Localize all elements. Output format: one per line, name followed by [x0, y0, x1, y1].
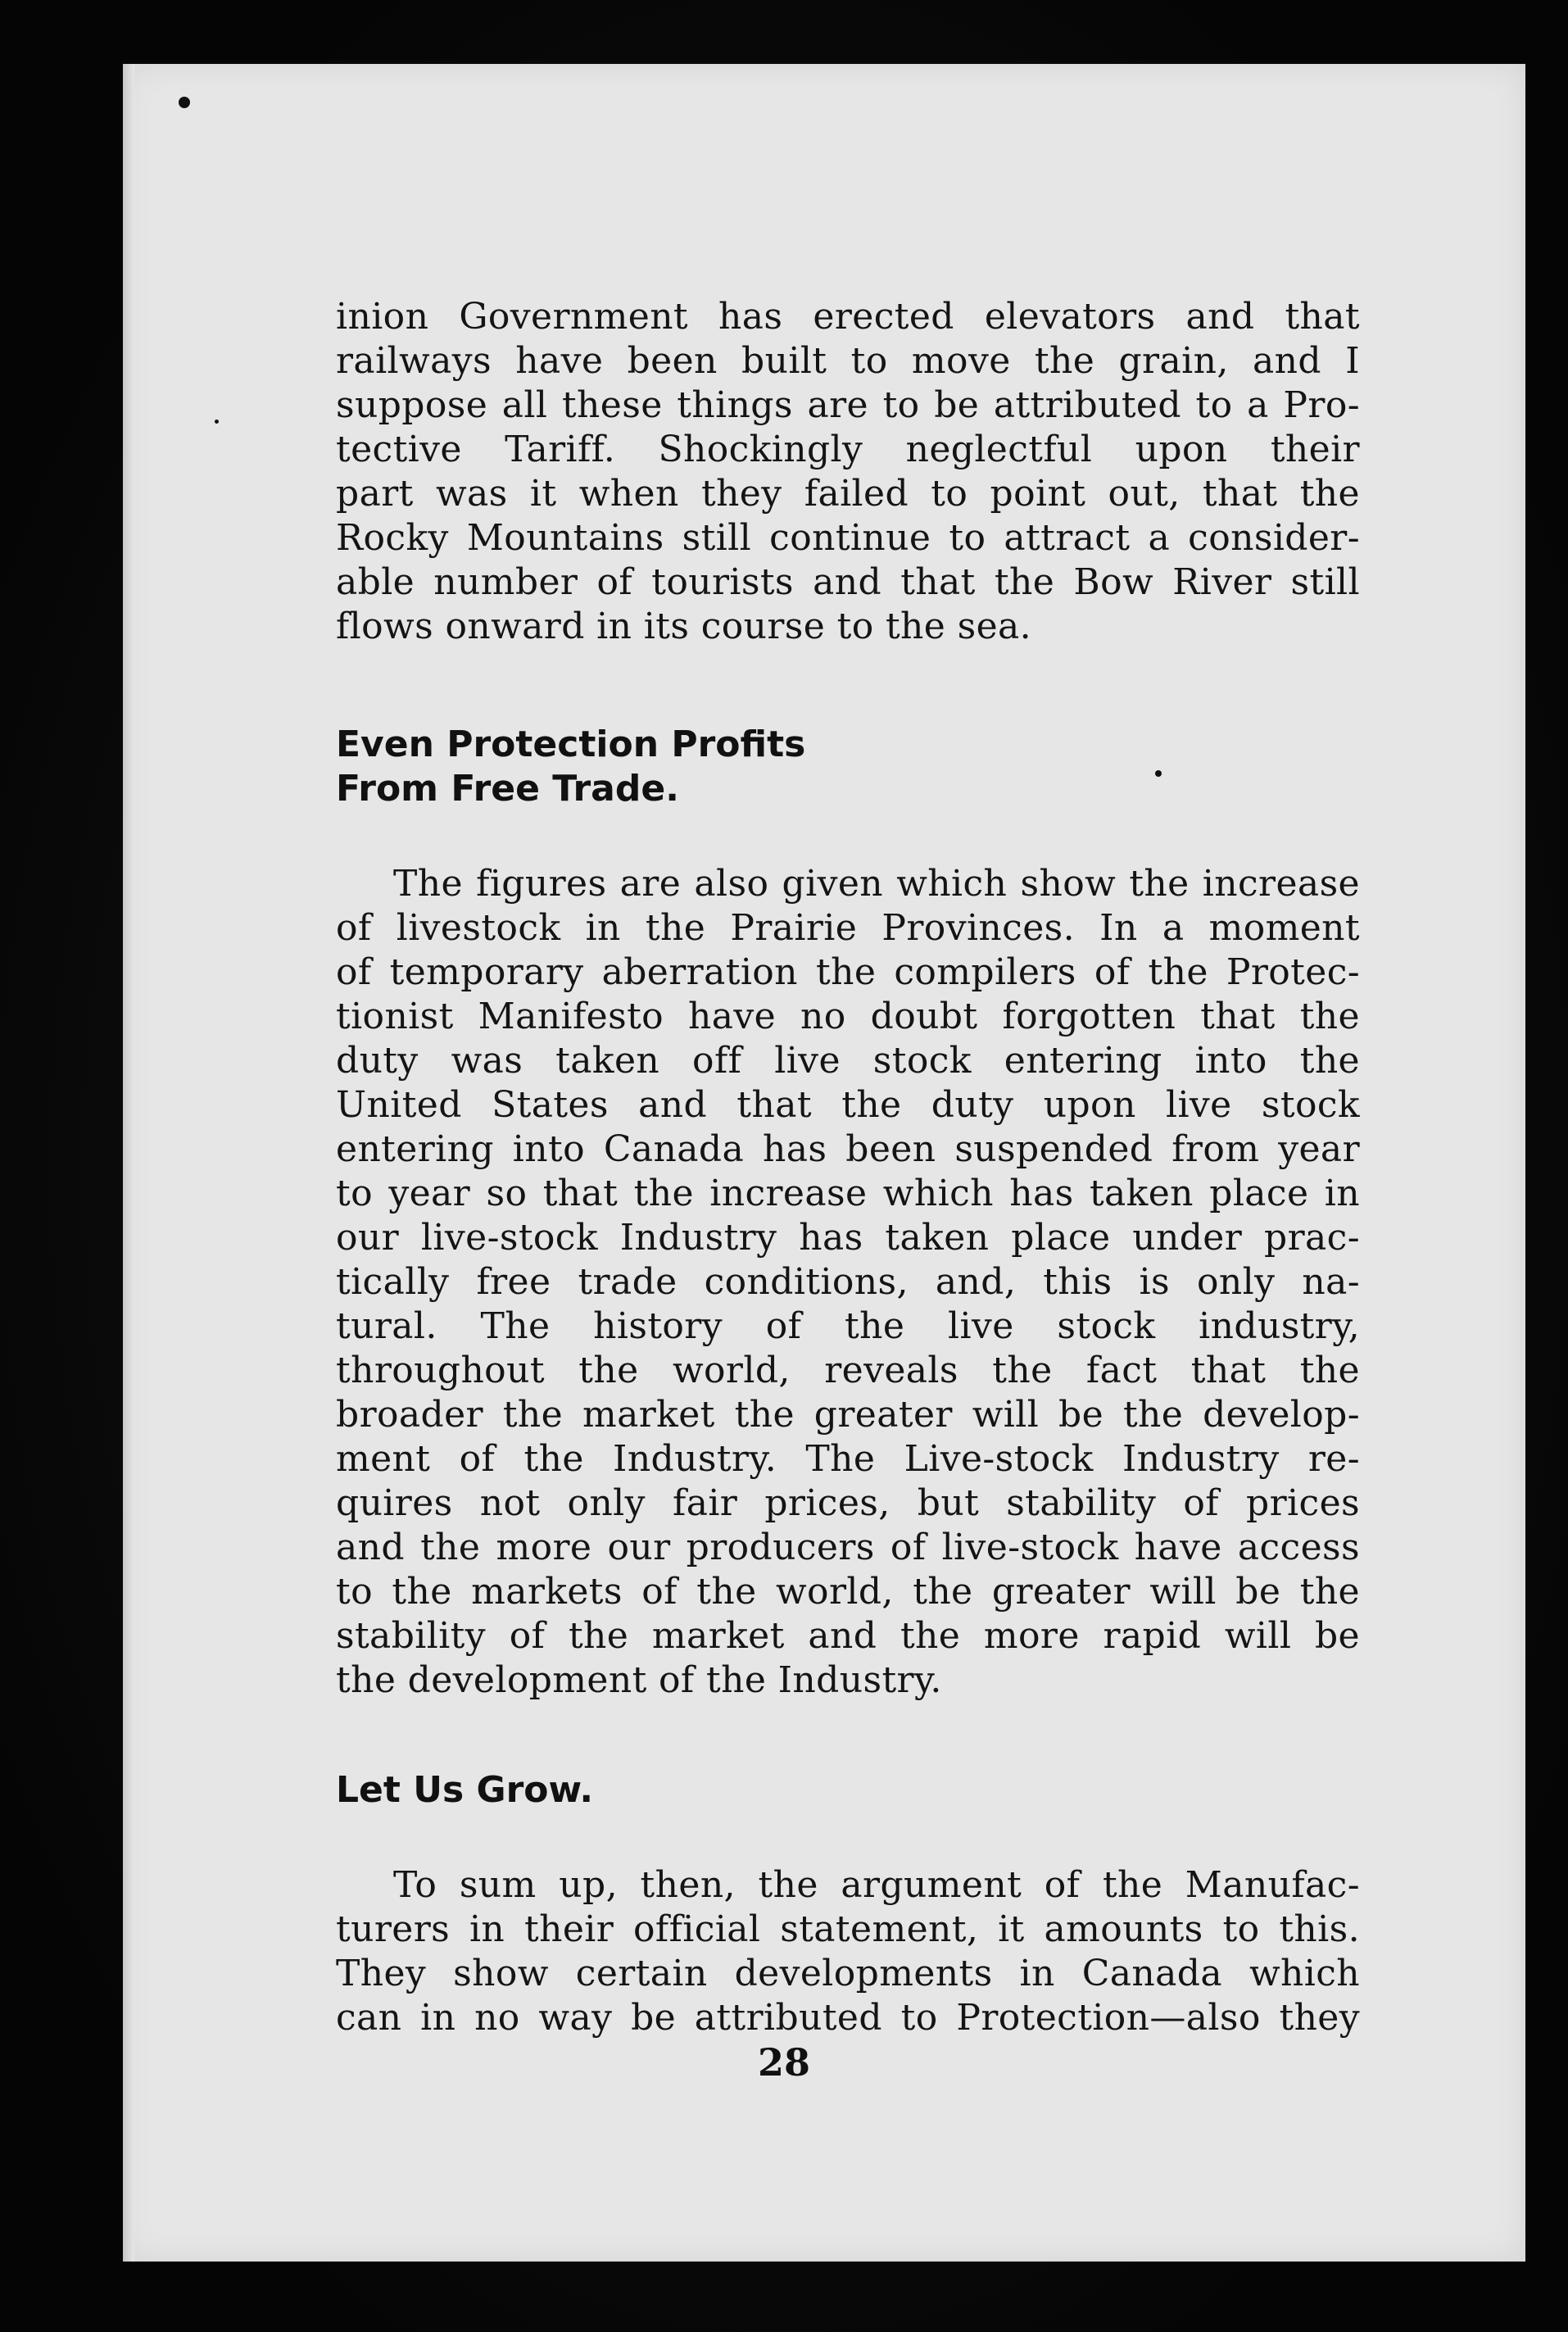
text-line: of livestock in the Prairie Provinces. In a moment [336, 907, 1360, 949]
text-line: ment of the Industry. The Live-stock Industry re- [336, 1438, 1360, 1480]
text-line: flows onward in its course to the sea. [336, 606, 1032, 647]
text-line: To sum up, then, the argument of the Manufac- [393, 1864, 1360, 1906]
scan-speck [179, 97, 190, 108]
text-line: railways have been built to move the grain, and I [336, 340, 1360, 382]
text-line: of temporary aberration the compilers of the Protec- [336, 951, 1360, 993]
text-line: tective Tariff. Shockingly neglectful upon their [336, 429, 1360, 470]
text-line: duty was taken off live stock entering into the [336, 1040, 1360, 1082]
text-line: to the markets of the world, the greater will be the [336, 1571, 1360, 1613]
page-number: 28 [757, 2040, 810, 2085]
section-heading [336, 1768, 1360, 1813]
page-body [336, 295, 1360, 2040]
scan-speck [215, 420, 219, 424]
text-line: inion Government has erected elevators and that [336, 296, 1360, 338]
text-line: our live-stock Industry has taken place under prac- [336, 1217, 1360, 1259]
heading-line: Let Us Grow. [336, 1769, 594, 1811]
text-line: throughout the world, reveals the fact that the [336, 1350, 1360, 1391]
text-line: able number of tourists and that the Bow River still [336, 561, 1360, 603]
paragraph-1 [336, 295, 1360, 649]
text-line: part was it when they failed to point out, that the [336, 473, 1360, 515]
text-line: entering into Canada has been suspended from year [336, 1128, 1360, 1170]
text-line: tionist Manifesto have no doubt forgotten that the [336, 996, 1360, 1037]
text-line: suppose all these things are to be attributed to a Pro- [336, 384, 1360, 426]
heading-line: Even Protection Profits [336, 724, 806, 765]
text-line: to year so that the increase which has taken place in [336, 1173, 1360, 1214]
text-line: They show certain developments in Canada which [336, 1953, 1360, 1994]
text-line: quires not only fair prices, but stability of prices [336, 1482, 1360, 1524]
paragraph-3 [336, 1863, 1360, 2040]
text-line: Rocky Mountains still continue to attract a consider- [336, 517, 1360, 559]
text-line: can in no way be attributed to Protection—also they [336, 1997, 1360, 2039]
text-line: United States and that the duty upon live stock [336, 1084, 1360, 1126]
heading-line: From Free Trade. [336, 768, 679, 810]
page-edge [123, 64, 134, 2262]
text-line: the development of the Industry. [336, 1659, 942, 1701]
text-line: tural. The history of the live stock industry, [336, 1305, 1360, 1347]
paragraph-2 [336, 862, 1360, 1703]
text-line: and the more our producers of live-stock have access [336, 1527, 1360, 1568]
text-line: The figures are also given which show the increase [393, 863, 1360, 905]
text-line: turers in their official statement, it amounts to this. [336, 1908, 1360, 1950]
text-line: broader the market the greater will be the develop- [336, 1394, 1360, 1436]
section-heading [336, 723, 1360, 811]
text-line: tically free trade conditions, and, this is only na- [336, 1261, 1360, 1303]
text-line: stability of the market and the more rapid will be [336, 1615, 1360, 1657]
